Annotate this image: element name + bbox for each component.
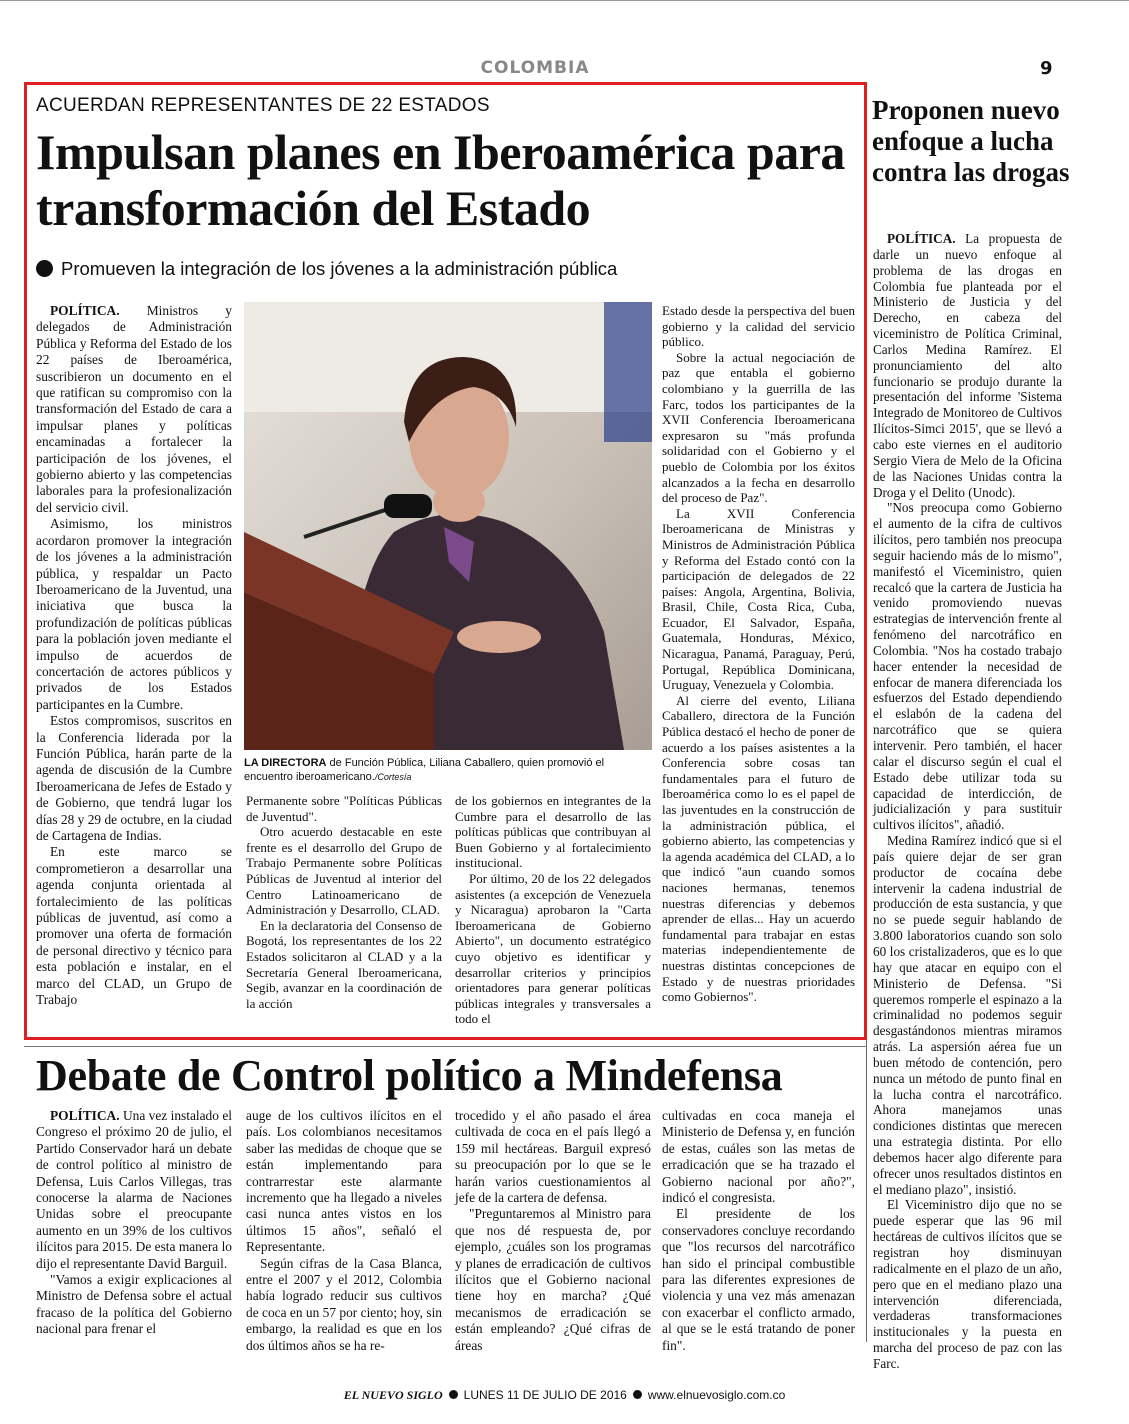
- paragraph-text: La propuesta de darle un nuevo enfoque al problema de las drogas en Colombia fue planteada por el Ministerio de Justicia y del Derecho, en cabeza del viceministro de Política Criminal, Carlos Medina Ramírez. El pronunciamiento del alto funcionario se produjo durante la presentación del informe 'Sistema Integrado de Monitoreo de Cultivos Ilícitos-Simci 2015', que se llevó a cabo este viernes en el auditorio Sergio Viera de Melo de la Oficina de las Naciones Unidas contra la Droga y el Delito (Unodc).: [873, 231, 1062, 500]
- paragraph: [455, 871, 651, 1027]
- paragraph-text: Asimismo, los ministros acordaron promover la integración de los jóvenes a la administración pública, y respaldar un Pacto Iberoamericano de la Juventud, una iniciativa que busca la profundización de políticas públicas para la población joven mediante el impulso de acuerdos de concertación de actores públicos y privados de los Estados participantes en la Cumbre.: [36, 516, 232, 712]
- paragraph-text: La XVII Conferencia Iberoamericana de Ministras y Ministros de Administración Pública y Reforma del Estado contó con la participación de delegados de 22 países: Angola, Argentina, Bolivia, Brasil, Chile, Costa Rica, Cuba, Ecuador, El Salvador, España, Guatemala, Honduras, México, Nicaragua, Panamá, Paraguay, Perú, Portugal, República Dominicana, Uruguay, Venezuela y Colombia.: [662, 505, 855, 693]
- bullet-icon: [449, 1390, 458, 1399]
- footer-brand: EL NUEVO SIGLO: [343, 1388, 443, 1402]
- paragraph-text: En la declaratoria del Consenso de Bogotá, los representantes de los 22 Estados solicitaron al CLAD y a la Secretaría General Iberoamericana, Segib, avanzar en la coordinación de la acción: [246, 917, 442, 1011]
- bullet-icon: [633, 1390, 642, 1399]
- top-rule: [0, 0, 1129, 8]
- paragraph-text: "Vamos a exigir explicaciones al Ministro de Defensa sobre el actual fracaso de la política del Gobierno nacional para frenar el: [36, 1272, 232, 1337]
- paragraph: [662, 693, 855, 1005]
- paragraph-text: Estado desde la perspectiva del buen gobierno y la calidad del servicio público.: [662, 303, 855, 350]
- paragraph: [873, 1197, 1062, 1371]
- speaker-photo-illustration: [244, 302, 652, 750]
- page-number: 9: [1040, 58, 1053, 79]
- paragraph: [662, 350, 855, 506]
- dateline: POLÍTICA.: [50, 303, 120, 318]
- paragraph-text: Medina Ramírez indicó que si el país quiere dejar de ser gran productor de cocaína debe intervenir la cadena industrial de producción de esta sustancia, y que no se puede seguir hablando de 3.800 laboratorios cuando son solo 60 los cristalizaderos, que es lo que hay que atacar en equipo con el Ministerio de Defensa. "Si queremos romperle el espinazo a la criminalidad no podemos seguir desgastándonos mientras miramos atrás. La aspersión aérea fue un buen método de contención, pero nunca un método de punto final en la lucha contra el narcotráfico. Ahora manejamos unas condiciones distintas que merecen una estrategia distinta. Por ello debemos hacer algo diferente para ofrecer unos resultados distintos en el mediano plazo", insistió.: [873, 833, 1062, 1197]
- paragraph-text: El presidente de los conservadores concluye recordando que "los recursos del narcotráfico han sido el principal combustible para las diferentes expresiones de violencia y una vez más amenazan con exacerbar el conflicto armado, al que se le está tratando de poner fin".: [662, 1206, 855, 1353]
- paragraph: [246, 824, 442, 918]
- paragraph: [662, 1108, 855, 1206]
- paragraph-text: "Preguntaremos al Ministro para que nos dé respuesta de, por ejemplo, ¿cuáles son los programas y planes de erradicación de cultivos ilícitos que el Gobierno nacional tiene hoy en marcha? ¿Qué mecanismos de erradicación se están empleando? ¿Qué cifras de áreas: [455, 1206, 651, 1353]
- paragraph-text: Una vez instalado el Congreso el próximo 20 de julio, el Partido Conservador hará un debate de control político al ministro de Defensa, Luis Carlos Villegas, tras conocerse la alarma de Naciones Unidas sobre el preocupante aumento en un 39% de los cultivos ilícitos para 2015. De esta manera lo dijo el representante David Barguil.: [36, 1108, 232, 1271]
- paragraph-text: Al cierre del evento, Liliana Caballero, directora de la Función Pública destacó el hecho de poner de acuerdo a los países asistentes a la Conferencia sobre cosas tan fundamentales para el futuro de Iberoamérica como lo es el papel de las juventudes en la construcción de la administración pública, el gobierno abierto, las competencias y la agenda académica del CLAD, a lo que indicó "aun cuando somos naciones hermanas, tenemos nuestras diferencias y debemos aprender de ellas... Hay un acuerdo fundamental para trabajar en estas materias independientemente de nuestras distintas concepciones de Estado y de nuestras prioridades como Gobiernos".: [662, 692, 855, 1005]
- main-article-column-3: [455, 793, 651, 1027]
- paragraph-text: Estos compromisos, suscritos en la Conferencia liderada por la Función Pública, harán parte de la agenda de discusión de la Cumbre Iberoamericana de Jefes de Estado y de Gobierno, que tendrá lugar los días 28 y 29 de octubre, en la ciudad de Cartagena de Indias.: [36, 713, 232, 843]
- paragraph: [662, 506, 855, 693]
- main-article-column-4: [662, 303, 855, 1005]
- paragraph: [455, 793, 651, 871]
- paragraph-text: Ministros y delegados de Administración Pública y Reforma del Estado de los 22 países de Iberoamérica, suscribieron un documento en el que ratifican su compromiso con la transformación del Estado de cara a impulsar planes y políticas encaminadas a fortalecer la participación de los jóvenes, el gobierno abierto y las competencias laborales para la profesionalización del servicio civil.: [36, 303, 232, 515]
- paragraph: [246, 1108, 442, 1256]
- sidebar-body: [873, 231, 1062, 1372]
- paragraph-text: Otro acuerdo destacable en este frente es el desarrollo del Grupo de Trabajo Permanente sobre Políticas Públicas de Juventud al interior del Centro Latinoamericano de Administración y Desarrollo, CLAD.: [246, 824, 442, 918]
- paragraph: [873, 833, 1062, 1197]
- main-article-column-2: [246, 793, 442, 1011]
- paragraph: [36, 1272, 232, 1338]
- paragraph-text: Por último, 20 de los 22 delegados asistentes (a excepción de Venezuela y Nicaragua) aprobaron la "Carta Iberoamericana de Gobierno Abierto", un documento estratégico cuyo objetivo es identificar y desarrollar criterios y principios orientadores para generar políticas públicas integrales y transversales a todo el: [455, 870, 651, 1027]
- second-article-column-4: [662, 1108, 855, 1354]
- paragraph-text: En este marco se comprometieron a desarrollar una agenda conjunta orientada al fortalecimiento de las políticas públicas de juventud, así como a promover una oferta de formación de personal directivo y técnico para esta población e instalar, en el marco del CLAD, un Grupo de Trabajo: [36, 844, 232, 1008]
- paragraph: [36, 303, 232, 516]
- paragraph-text: cultivadas en coca maneja el Ministerio de Defensa y, en función de estas, cuáles son las metas de erradicación que se ha trazado el Gobierno nacional por año?", indicó el congresista.: [662, 1108, 855, 1206]
- second-article-column-2: [246, 1108, 442, 1354]
- paragraph-text: El Viceministro dijo que no se puede esperar que las 96 mil hectáreas de cultivos ilícitos que se registran hoy disminuyan radicalmente en el plazo de un año, pero que en el mediano plazo una intervención diferenciada, verdaderas transformaciones institucionales y la puesta en marcha del proceso de paz con las Farc.: [873, 1197, 1062, 1371]
- section-divider: [24, 1046, 867, 1047]
- second-article-column-1: [36, 1108, 232, 1338]
- paragraph: [662, 303, 855, 350]
- article-headline: Impulsan planes en Iberoamérica para transformación del Estado: [36, 124, 845, 236]
- paragraph: [873, 231, 1062, 500]
- paragraph-text: "Nos preocupa como Gobierno el aumento de la cifra de cultivos ilícitos, pero también nos preocupa seguir haciendo más de lo mismo", manifestó el Viceministro, quien recalcó que la cartera de Justicia ha venido promoviendo nuevas estrategias de intervención frente al fenómeno del narcotráfico en Colombia. "Nos ha costado trabajo hacer entender la necesidad de enfocar de manera diferenciada los esfuerzos del Estado dependiendo el eslabón de la cadena del narcotráfico que se quiera intervenir. Pero también, el hacer calar el discurso según el cual el Estado debe utilizar toda su capacidad de interdicción, de judicialización y para sustituir cultivos ilícitos", añadió.: [873, 500, 1062, 833]
- article-photo: [244, 302, 652, 750]
- page-footer: [0, 1388, 1129, 1403]
- dateline: POLÍTICA.: [50, 1108, 120, 1123]
- footer-website[interactable]: www.elnuevosiglo.com.co: [647, 1388, 786, 1402]
- paragraph: [36, 713, 232, 844]
- bullet-icon: [36, 260, 53, 277]
- photo-caption: LA DIRECTORA de Función Pública, Liliana Caballero, quien promovió el encuentro iberoamericano./Cortesía: [244, 757, 605, 783]
- paragraph: [246, 1256, 442, 1354]
- second-article-headline: Debate de Control político a Mindefensa: [36, 1051, 783, 1100]
- paragraph: [873, 500, 1062, 833]
- second-article-column-3: [455, 1108, 651, 1354]
- paragraph: [36, 844, 232, 1008]
- paragraph: [246, 793, 442, 824]
- paragraph-text: Sobre la actual negociación de paz que entabla el gobierno colombiano y la guerrilla de las Farc, todos los participantes de la XVII Conferencia Iberoamericana expresaron su "más profunda solidaridad con el Gobierno y el pueblo de Colombia por los éxitos alcanzados a la fecha en desarrollo del proceso de Paz".: [662, 349, 855, 506]
- sidebar-headline: Proponen nuevo enfoque a lucha contra las drogas: [872, 95, 1070, 187]
- footer-date: LUNES 11 DE JULIO DE 2016: [463, 1388, 627, 1402]
- article-kicker: ACUERDAN REPRESENTANTES DE 22 ESTADOS: [36, 95, 490, 116]
- article-subhead: Promueven la integración de los jóvenes a la administración pública: [36, 258, 856, 280]
- paragraph-text: Permanente sobre "Políticas Públicas de Juventud".: [246, 793, 442, 824]
- paragraph-text: auge de los cultivos ilícitos en el país. Los colombianos necesitamos saber las medidas de choque que se están implementando para contrarrestar este alarmante incremento que ha llegado a niveles casi nunca antes vistos en los últimos 15 años", señaló el Representante.: [246, 1108, 442, 1255]
- dateline: POLÍTICA.: [887, 231, 956, 246]
- paragraph: [455, 1206, 651, 1354]
- paragraph-text: trocedido y el año pasado el área cultivada de coca en el país llegó a 159 mil hectáreas. Barguil expresó su preocupación por lo que se le harán varios cuestionamientos al jefe de la cartera de defensa.: [455, 1108, 651, 1206]
- paragraph: [455, 1108, 651, 1206]
- paragraph: [246, 918, 442, 1012]
- paragraph: [662, 1206, 855, 1354]
- paragraph-text: de los gobiernos en integrantes de la Cumbre para el desarrollo de las políticas públicas que contribuyan al Buen Gobierno y al fortalecimiento institucional.: [455, 793, 651, 871]
- paragraph-text: Según cifras de la Casa Blanca, entre el 2007 y el 2012, Colombia había logrado reducir sus cultivos de coca en un 57 por ciento; hoy, sin embargo, la realidad es que en los dos últimos años se ha re-: [246, 1255, 442, 1353]
- paragraph: [36, 516, 232, 713]
- paragraph: [36, 1108, 232, 1272]
- main-article-column-1: [36, 303, 232, 1008]
- section-label: COLOMBIA: [480, 58, 590, 78]
